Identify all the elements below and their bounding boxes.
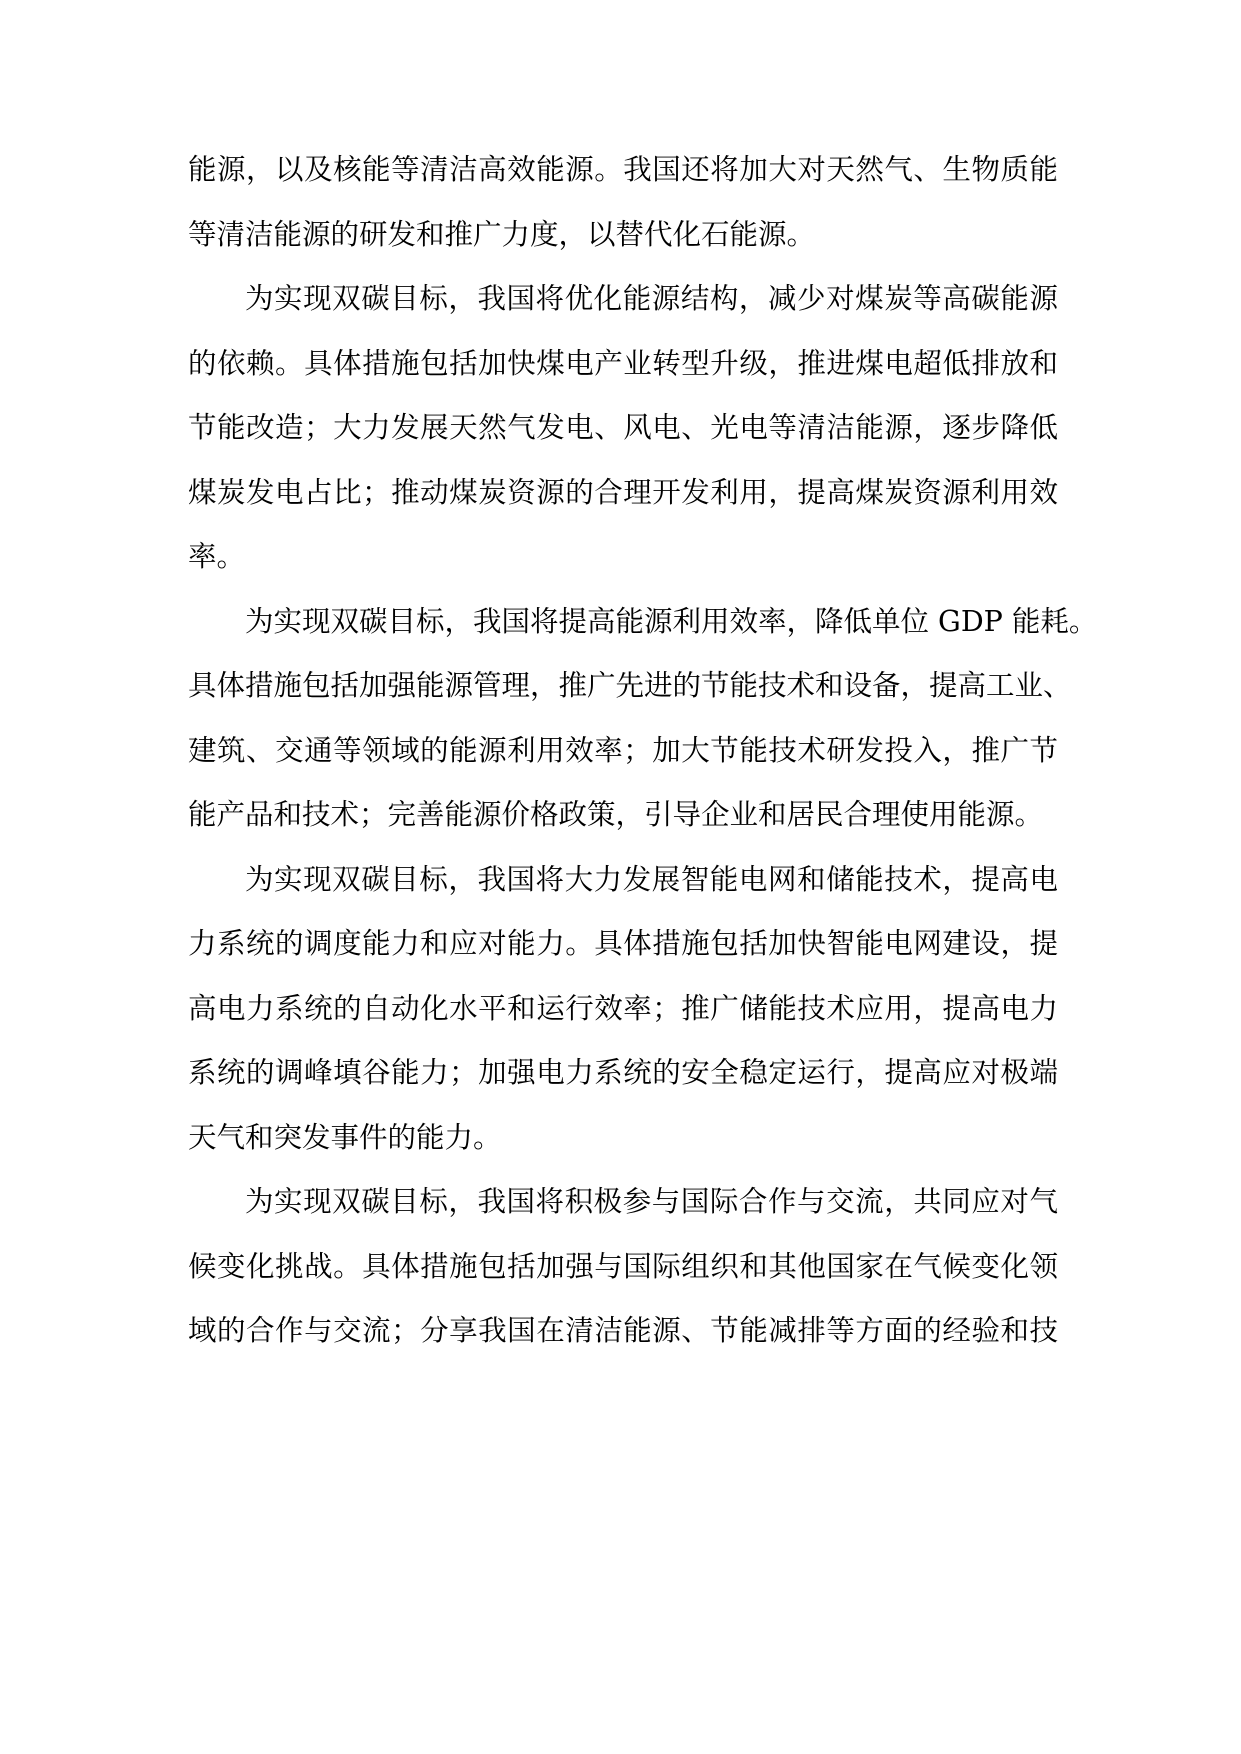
text-line: 等清洁能源的研发和推广力度，以替代化石能源。 (188, 217, 816, 251)
text-line: 率。 (188, 540, 246, 573)
text-line: 具体措施包括加强能源管理，推广先进的节能技术和设备，提高工业、 (188, 669, 1072, 702)
text-line: 为实现双碳目标，我国将大力发展智能电网和储能技术，提高电 (245, 862, 1058, 896)
text-line: 为实现双碳目标，我国将优化能源结构，减少对煤炭等高碳能源 (245, 282, 1058, 315)
text-line: 的依赖。具体措施包括加快煤电产业转型升级，推进煤电超低排放和 (188, 346, 1058, 380)
text-line: 天气和突发事件的能力。 (188, 1120, 502, 1154)
text-line: 高电力系统的自动化水平和运行效率；推广储能技术应用，提高电力 (188, 991, 1058, 1025)
text-line: 为实现双碳目标，我国将积极参与国际合作与交流，共同应对气 (245, 1185, 1058, 1218)
text-line: 候变化挑战。具体措施包括加强与国际组织和其他国家在气候变化领 (188, 1249, 1058, 1283)
text-line: 煤炭发电占比；推动煤炭资源的合理开发利用，提高煤炭资源利用效 (188, 475, 1058, 509)
document-body (188, 150, 1098, 1376)
text-line: 为实现双碳目标，我国将提高能源利用效率，降低单位 GDP 能耗。 (245, 604, 1098, 638)
text-line: 能源，以及核能等清洁高效能源。我国还将加大对天然气、生物质能 (188, 153, 1058, 186)
text-line: 力系统的调度能力和应对能力。具体措施包括加快智能电网建设，提 (188, 927, 1058, 960)
text-line: 能产品和技术；完善能源价格政策，引导企业和居民合理使用能源。 (188, 798, 1044, 831)
text-line: 系统的调峰填谷能力；加强电力系统的安全稳定运行，提高应对极端 (188, 1056, 1058, 1089)
text-line: 域的合作与交流；分享我国在清洁能源、节能减排等方面的经验和技 (188, 1314, 1058, 1347)
text-line: 节能改造；大力发展天然气发电、风电、光电等清洁能源，逐步降低 (188, 411, 1058, 444)
text-line: 建筑、交通等领域的能源利用效率；加大节能技术研发投入，推广节 (188, 733, 1058, 767)
